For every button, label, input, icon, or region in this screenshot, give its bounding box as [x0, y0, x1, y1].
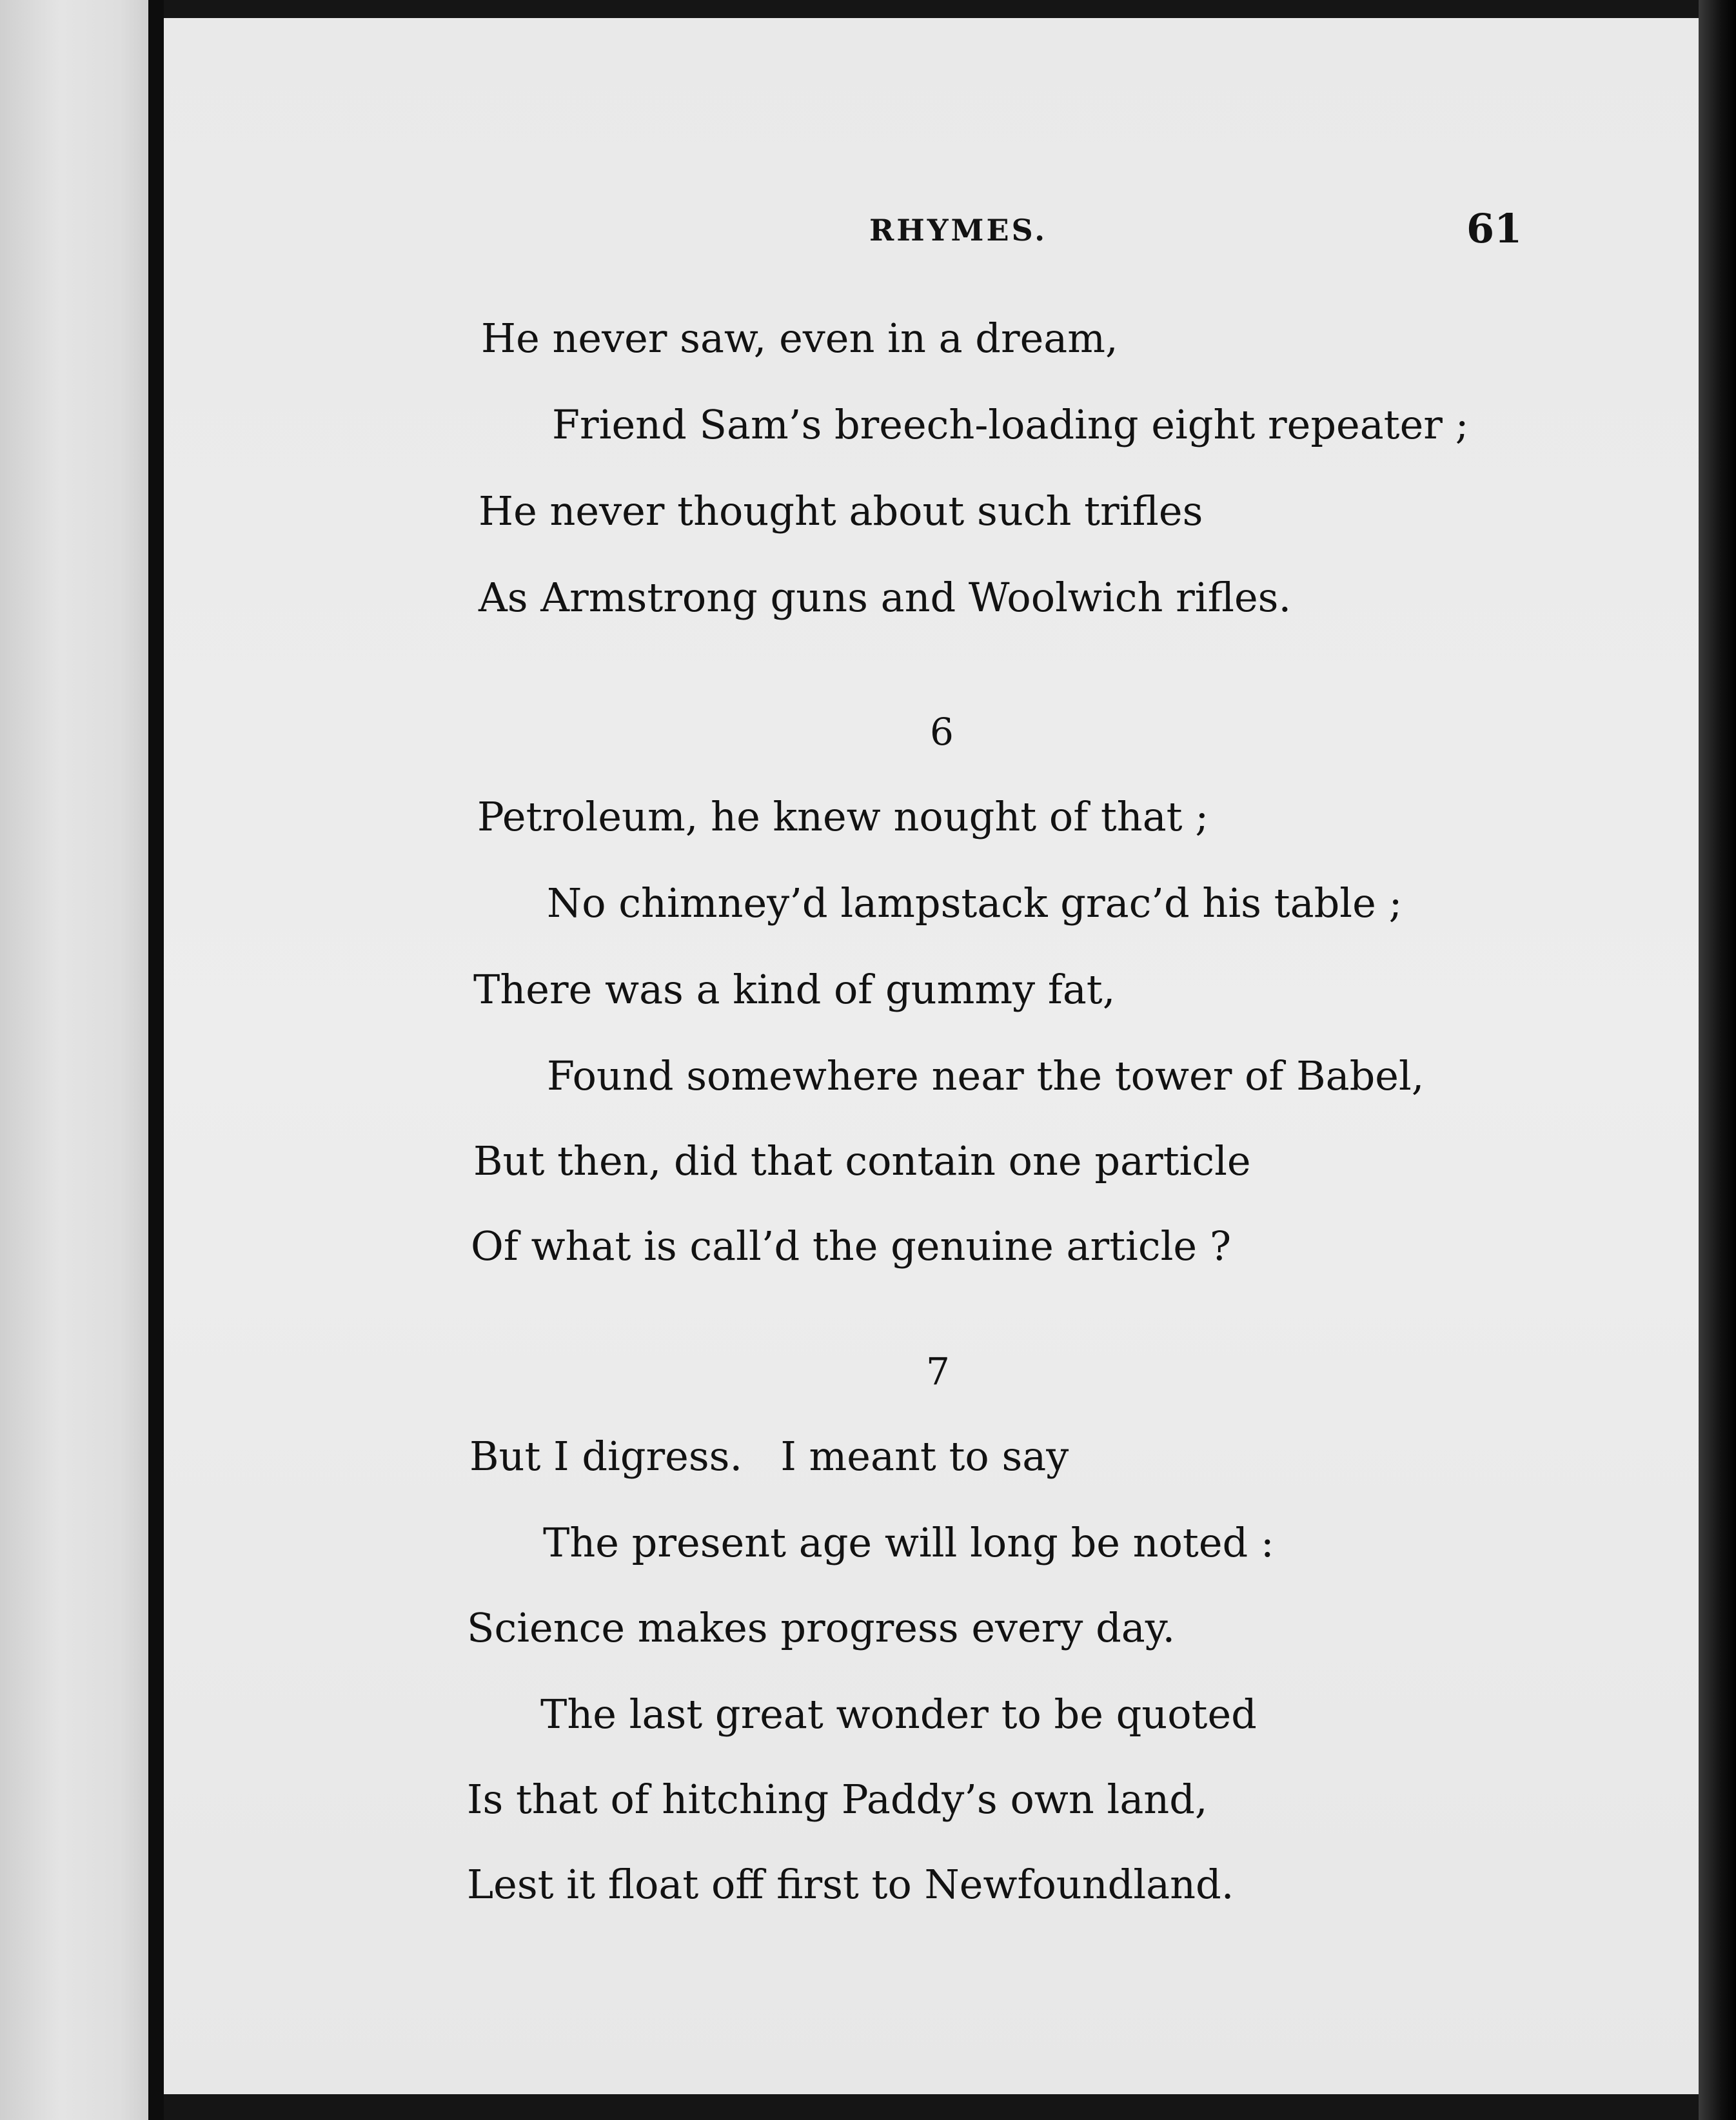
- verse-line: But then, did that contain one particle: [473, 1137, 1251, 1184]
- page-edge-shadow: [1699, 0, 1736, 2120]
- binding-gutter: [148, 0, 164, 2120]
- verse-line: Found somewhere near the tower of Babel,: [547, 1052, 1425, 1099]
- verse-line: But I digress. I meant to say: [469, 1433, 1069, 1480]
- verse-line: Science makes progress every day.: [467, 1604, 1176, 1651]
- page-number: 61: [1466, 205, 1523, 252]
- stanza-number: 7: [926, 1350, 950, 1393]
- verse-line: The present age will long be noted :: [543, 1519, 1274, 1566]
- verse-line: There was a kind of gummy fat,: [473, 966, 1116, 1013]
- verse-line: He never thought about such trifles: [478, 487, 1203, 535]
- verse-line: Lest it float off first to Newfoundland.: [467, 1861, 1234, 1908]
- verse-line: He never saw, even in a dream,: [481, 315, 1118, 362]
- running-head: RHYMES.: [869, 213, 1048, 248]
- verse-line: As Armstrong guns and Woolwich rifles.: [478, 574, 1292, 621]
- verse-line: Friend Sam’s breech-loading eight repeater ;: [552, 401, 1469, 448]
- verse-line: Of what is call’d the genuine article ?: [471, 1222, 1232, 1270]
- verse-line: The last great wonder to be quoted: [540, 1691, 1257, 1738]
- verse-line: Petroleum, he knew nought of that ;: [477, 793, 1209, 840]
- verse-line: Is that of hitching Paddy’s own land,: [467, 1776, 1208, 1823]
- verse-line: No chimney’d lampstack grac’d his table ;: [547, 879, 1403, 927]
- facing-page-margin: [0, 0, 150, 2120]
- stanza-number: 6: [930, 710, 954, 754]
